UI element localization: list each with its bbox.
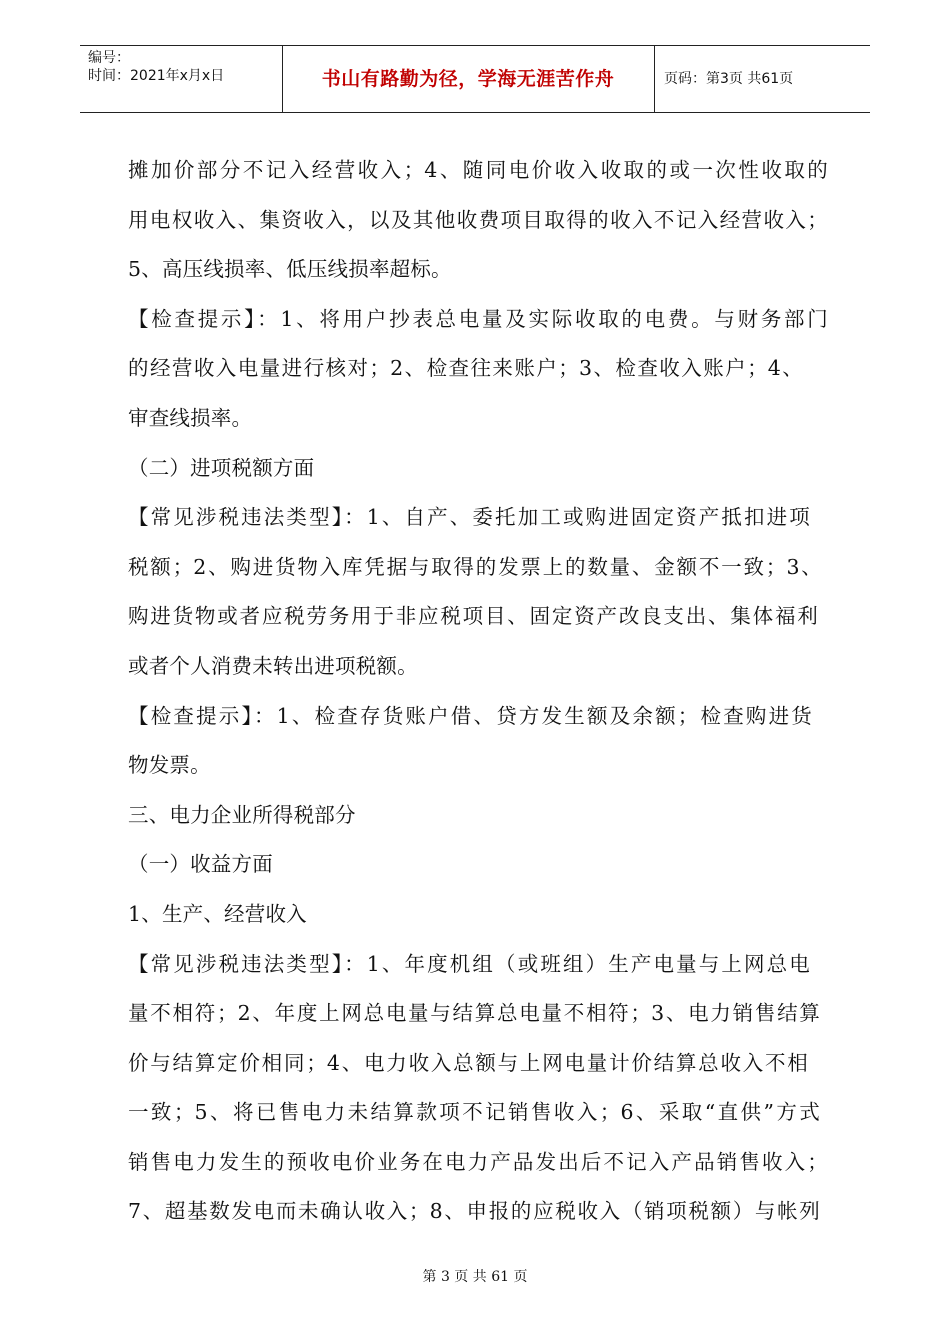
header-divider-right: [654, 46, 655, 113]
header-page-info: 页码：第3页 共61页: [664, 71, 794, 87]
body-line: 【检查提示】：1、将用户抄表总电量及实际收取的电费。与财务部门: [128, 306, 828, 331]
document-body: [128, 146, 828, 1237]
body-line: 购进货物或者应税劳务用于非应税项目、固定资产改良支出、集体福利: [128, 604, 818, 629]
document-date-label: 时间：2021年x月x日: [88, 68, 225, 84]
page-footer: 第 3 页 共 61 页: [422, 1269, 528, 1285]
body-line: 销售电力发生的预收电价业务在电力产品发出后不记入产品销售收入；: [128, 1149, 828, 1174]
body-line: 审查线损率。: [128, 405, 253, 430]
body-line: 摊加价部分不记入经营收入；4、随同电价收入收取的或一次性收取的: [128, 158, 828, 182]
body-line: 【检查提示】：1、检查存货账户借、贷方发生额及余额；检查购进货: [128, 703, 812, 728]
body-line: 【常见涉税违法类型】：1、自产、委托加工或购进固定资产抵扣进项: [128, 505, 810, 530]
header-meta: [88, 49, 224, 85]
body-line: 量不相符；2、年度上网总电量与结算总电量不相符；3、电力销售结算: [128, 1001, 820, 1026]
section-heading: （一）收益方面: [128, 852, 273, 877]
subsection-heading: 1、生产、经营收入: [128, 901, 307, 926]
body-line: 7、超基数发电而未确认收入；8、申报的应税收入（销项税额）与帐列: [128, 1199, 820, 1224]
body-line: 【常见涉税违法类型】：1、年度机组（或班组）生产电量与上网总电: [128, 951, 810, 976]
header-motto: 书山有路勤为径，学海无涯苦作舟: [321, 68, 615, 90]
body-line: 5、高压线损率、低压线损率超标。: [128, 257, 452, 282]
body-line: 用电权收入、集资收入，以及其他收费项目取得的收入不记入经营收入；: [128, 207, 828, 232]
section-heading: （二）进项税额方面: [128, 455, 315, 480]
page-header: [80, 45, 870, 113]
body-line: 税额；2、购进货物入库凭据与取得的发票上的数量、金额不一致；3、: [128, 554, 822, 579]
body-line: 或者个人消费未转出进项税额。: [128, 653, 418, 678]
body-line: 一致；5、将已售电力未结算款项不记销售收入；6、采取“直供”方式: [128, 1100, 820, 1125]
body-line: 价与结算定价相同；4、电力收入总额与上网电量计价结算总收入不相: [128, 1050, 808, 1075]
body-line: 物发票。: [128, 753, 211, 778]
body-line: 的经营收入电量进行核对；2、检查往来账户；3、检查收入账户；4、: [128, 356, 803, 381]
document-number-label: 编号：: [88, 50, 130, 66]
chapter-heading: 三、电力企业所得税部分: [128, 802, 356, 827]
